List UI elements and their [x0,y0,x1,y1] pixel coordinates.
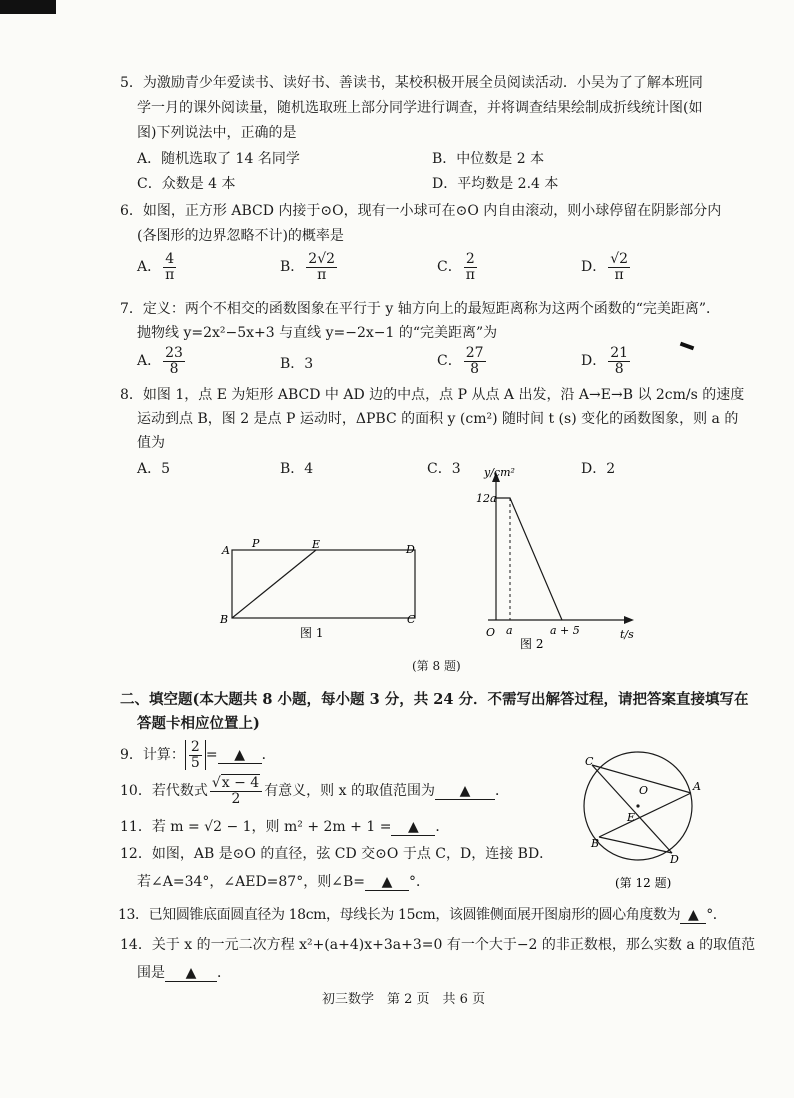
page-footer: 初三数学 第 2 页 共 6 页 [322,992,486,1007]
x-mark-a: a [506,624,513,637]
q5-option-d: D．平均数是 2.4 本 [432,176,559,192]
fraction: $\frac{4}{\pi}$ [165,251,175,283]
label-a: A [693,780,701,793]
q5-line3: 图)下列说法中，正确的是 [137,125,297,141]
x-axis-arrow [624,616,634,624]
section2-line2: 答题卡相应位置上) [137,715,260,732]
q10: 10．若代数式 $\frac{√x - 4}{2}$ 有意义，则 x 的取值范围为 ▲ ． [120,775,509,807]
q12-line1: 12．如图，AB 是⊙O 的直径，弦 CD 交⊙O 于点 C，D，连接 BD． [120,846,554,862]
scan-corner-mark [0,0,56,14]
fraction: $\frac{23}{8}$ [165,345,183,377]
fraction: $\frac{2}{\pi}$ [465,251,475,283]
q8-option-c: C．3 [427,461,461,477]
rectangle-abcd [232,550,415,618]
q8-figure1 [210,535,430,645]
fraction: $\frac{2}{5}$ [190,739,200,771]
label-d: D [670,853,679,866]
origin-label: O [486,626,496,639]
label-c: C [585,755,594,768]
q6-option-b: B． $\frac{2√2}{\pi}$ [280,251,336,283]
q6-option-d: D． $\frac{√2}{\pi}$ [581,251,629,283]
x-mark-a-plus-5: a + 5 [550,624,580,637]
figure-caption: (第 12 题) [615,876,672,890]
q9: 9．计算： $\frac{2}{5}$ = ▲ ． [120,739,276,771]
answer-blank[interactable]: ▲ [365,874,409,891]
q6-option-a: A． $\frac{4}{\pi}$ [137,251,175,283]
x-axis-label: t/s [620,628,634,641]
answer-blank[interactable]: ▲ [165,965,217,982]
y-mark-label: 12a [476,492,497,505]
q11: 11．若 m = √2 − 1，则 m² + 2m + 1 = ▲ ． [120,819,450,835]
y-axis-label: y/cm² [484,468,515,479]
label-e: E [627,811,636,824]
q14-line2: 围是 ▲ ． [137,965,231,981]
center-dot [636,804,639,807]
q5-option-b: B．中位数是 2 本 [432,151,545,167]
q7-line2: 抛物线 y=2x²−5x+3 与直线 y=−2x−1 的“完美距离”为 [137,325,498,341]
q6-option-c: C． $\frac{2}{\pi}$ [437,251,475,283]
q8-option-d: D．2 [581,461,616,477]
function-line [496,498,562,620]
label-a: A [222,544,230,557]
q7-option-b: B．3 [280,356,314,372]
q7-option-c: C． $\frac{27}{8}$ [437,345,484,377]
q12-line2: 若∠A=34°，∠AED=87°，则∠B= ▲ °． [137,874,430,890]
fraction: $\frac{√x - 4}{2}$ [210,776,262,806]
q5-option-c: C．众数是 4 本 [137,176,236,192]
fraction: $\frac{√2}{\pi}$ [610,251,629,283]
label-c: C [407,613,416,626]
q6-line1: 6．如图，正方形 ABCD 内接于⊙O，现有一小球可在⊙O 内自由滚动，则小球停留在阴影部分内 [120,203,722,219]
label-o: O [639,784,649,797]
q7-option-a: A． $\frac{23}{8}$ [137,345,183,377]
answer-blank[interactable]: ▲ [391,819,435,836]
label-d: D [406,543,415,556]
answer-blank[interactable]: ▲ [435,783,495,800]
answer-blank[interactable]: ▲ [218,747,262,764]
q5-line1: 5．为激励青少年爱读书、读好书、善读书，某校积极开展全员阅读活动．小吴为了了解本班同 [120,75,703,91]
q8-figure2 [470,468,650,653]
q6-line2: (各图形的边界忽略不计)的概率是 [137,228,344,244]
section2-line1: 二、填空题(本大题共 8 小题，每小题 3 分，共 24 分．不需写出解答过程，请把答案直接填写在 [120,691,749,708]
q8-line2: 运动到点 B，图 2 是点 P 运动时，ΔPBC 的面积 y (cm²) 随时间 t (s) 变化的函数图象，则 a 的 [137,411,739,427]
q8-caption: (第 8 题) [412,659,461,673]
label-e: E [312,538,321,551]
answer-blank[interactable]: ▲ [680,907,706,924]
q5-option-a: A．随机选取了 14 名同学 [137,151,300,167]
fraction: $\frac{27}{8}$ [465,345,484,377]
q13: 13．已知圆锥底面圆直径为 18cm，母线长为 15cm，该圆锥侧面展开图扇形的圆心角度数为 ▲ °． [118,907,727,923]
q7-line1: 7．定义：两个不相交的函数图象在平行于 y 轴方向上的最短距离称为这两个函数的“完美距离”． [120,301,721,317]
q8-option-b: B．4 [280,461,314,477]
diameter-ab [599,793,691,837]
fraction: $\frac{2√2}{\pi}$ [308,251,336,283]
ink-smudge [680,342,695,351]
figure1-caption: 图 1 [300,626,324,640]
label-b: B [591,837,600,850]
label-b: B [220,613,229,626]
q8-line3: 值为 [137,435,165,451]
q5-line2: 学一月的课外阅读量，随机选取班上部分同学进行调查，并将调查结果绘制成折线统计图(如 [137,100,703,116]
q7-option-d: D． $\frac{21}{8}$ [581,345,629,377]
q8-option-a: A．5 [137,461,171,477]
segment-be [232,550,316,618]
label-p: P [252,537,260,550]
chord-cd [592,765,672,853]
figure2-caption: 图 2 [520,637,544,651]
fraction: $\frac{21}{8}$ [610,345,629,377]
q14-line1: 14．关于 x 的一元二次方程 x²+(a+4)x+3a+3=0 有一个大于−2 的非正数根，那么实数 a 的取值范 [120,937,756,953]
q12-figure [575,735,705,895]
q8-line1: 8．如图 1，点 E 为矩形 ABCD 中 AD 边的中点，点 P 从点 A 出发，沿 A→E→B 以 2cm/s 的速度 [120,387,745,403]
chord-bd [599,837,672,853]
